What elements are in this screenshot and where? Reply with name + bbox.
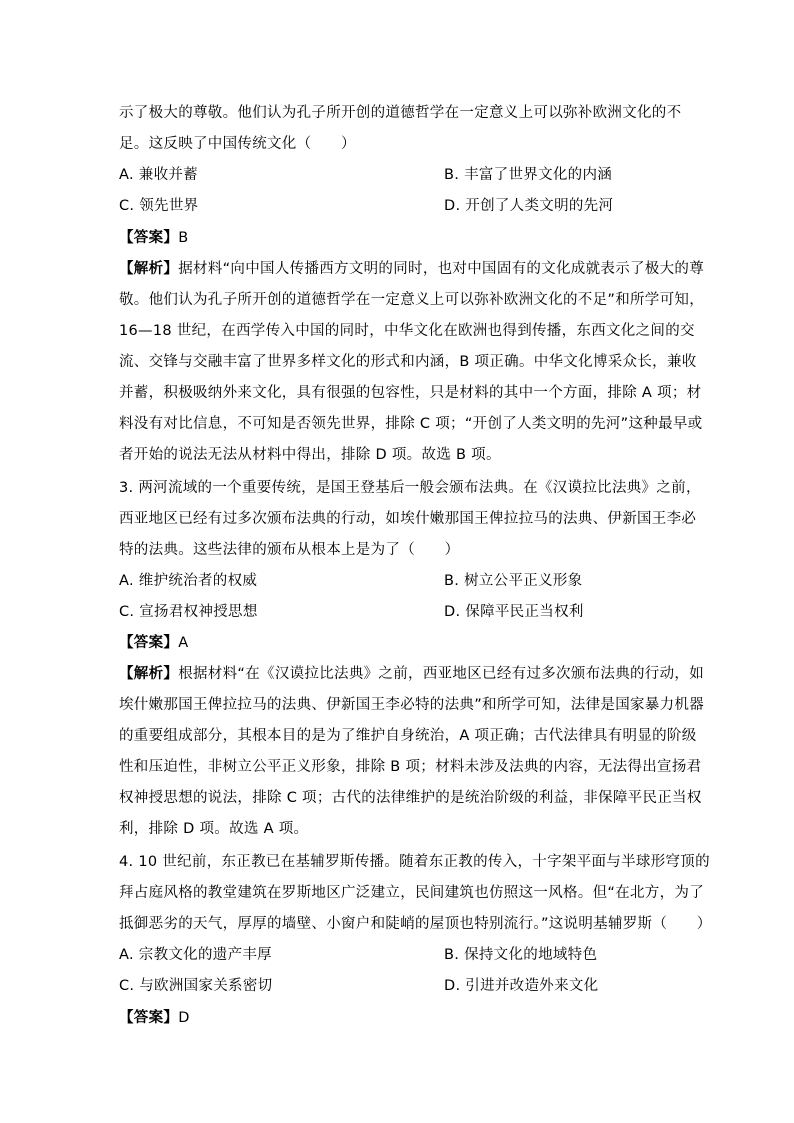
q2-analysis-line-3: 16—18 世纪，在西学传入中国的同时，中华文化在欧洲也得到传播，东西文化之间的交 [119, 323, 695, 339]
q2-analysis-line-2: 敬。他们认为孔子所开创的道德哲学在一定意义上可以弥补欧洲文化的不足”和所学可知， [119, 292, 705, 308]
q3-option-c: C. 宣扬君权神授思想 [119, 604, 258, 620]
q4-option-b: B. 保持文化的地域特色 [444, 947, 598, 963]
q3-analysis-line-4: 性和压迫性，非树立公平正义形象，排除 B 项；材料未涉及法典的内容，无法得出宣扬君 [119, 759, 702, 775]
q4-answer [119, 1008, 679, 1028]
q2-analysis-line-4: 流、交锋与交融丰富了世界多样文化的形式和内涵，B 项正确。中华文化博采众长，兼收 [119, 354, 697, 370]
q3-option-b: B. 树立公平正义形象 [444, 573, 583, 589]
q2-analysis-tag: 【解析】 [119, 261, 179, 277]
q4-option-a: A. 宗教文化的遗产丰厚 [119, 947, 272, 963]
q3-answer [119, 633, 679, 653]
q3-stem-line-3: 特的法典。这些法律的颁布从根本上是为了（ ） [119, 542, 460, 558]
q3-analysis-line-2: 埃什嫩那国王俾拉拉马的法典、伊新国王李必特的法典”和所学可知，法律是国家暴力机器 [119, 697, 705, 713]
q2-analysis-text-1: 据材料“向中国人传播西方文明的同时，也对中国固有的文化成就表示了极大的尊 [178, 261, 705, 277]
q4-option-c: C. 与欧洲国家关系密切 [119, 978, 273, 994]
q2-answer [119, 228, 679, 248]
q2-analysis-line-5: 并蓄，积极吸纳外来文化，具有很强的包容性，只是材料的其中一个方面，排除 A 项；材 [119, 385, 702, 401]
q3-option-a: A. 维护统治者的权威 [119, 573, 258, 589]
q3-analysis-line-6: 利，排除 D 项。故选 A 项。 [119, 821, 309, 837]
q4-answer-value: D [178, 1010, 190, 1026]
q4-stem-line-1: 4. 10 世纪前，东正教已在基辅罗斯传播。随着东正教的传入，十字架平面与半球形穹顶的 [119, 854, 710, 870]
q2-option-a: A. 兼收并蓄 [119, 167, 198, 183]
q2-analysis-line-7: 者开始的说法无法从材料中得出，排除 D 项。故选 B 项。 [119, 447, 501, 463]
q3-analysis-line-3: 的重要组成部分，其根本目的是为了维护自身统治，A 项正确；古代法律具有明显的阶级 [119, 728, 697, 744]
q3-analysis-line-5: 权神授思想的说法，排除 C 项；古代的法律维护的是统治阶级的利益，非保障平民正当权 [119, 790, 702, 806]
q4-answer-tag: 【答案】 [119, 1010, 179, 1026]
q2-answer-tag: 【答案】 [119, 230, 179, 246]
q3-stem-line-1: 3. 两河流域的一个重要传统，是国王登基后一般会颁布法典。在《汉谟拉比法典》之前， [119, 480, 701, 496]
q3-analysis-text-1: 根据材料“在《汉谟拉比法典》之前，西亚地区已经有过多次颁布法典的行动，如 [178, 666, 705, 682]
q2-option-d: D. 开创了人类文明的先河 [444, 198, 614, 214]
q3-answer-value: A [178, 635, 189, 651]
q4-option-d: D. 引进并改造外来文化 [444, 978, 599, 994]
q2-answer-value: B [178, 230, 189, 246]
q3-analysis-tag: 【解析】 [119, 666, 179, 682]
q3-answer-tag: 【答案】 [119, 635, 179, 651]
q2-option-b: B. 丰富了世界文化的内涵 [444, 167, 613, 183]
q2-analysis-line-1 [119, 259, 705, 279]
q2-stem-line-2: 足。这反映了中国传统文化（ ） [119, 136, 356, 152]
q2-option-c: C. 领先世界 [119, 198, 199, 214]
q4-stem-line-2: 拜占庭风格的教堂建筑在罗斯地区广泛建立，民间建筑也仿照这一风格。但“在北方，为了 [119, 885, 705, 901]
q2-analysis-line-6: 料没有对比信息，不可知是否领先世界，排除 C 项；“开创了人类文明的先河”这种最早或 [119, 416, 703, 432]
q3-option-d: D. 保障平民正当权利 [444, 604, 584, 620]
q3-stem-line-2: 西亚地区已经有过多次颁布法典的行动，如埃什嫩那国王俾拉拉马的法典、伊新国王李必 [119, 511, 697, 527]
q3-analysis-line-1 [119, 664, 705, 684]
q2-stem-line-1: 示了极大的尊敬。他们认为孔子所开创的道德哲学在一定意义上可以弥补欧洲文化的不 [119, 105, 682, 121]
q4-stem-line-3: 抵御恶劣的天气，厚厚的墙壁、小窗户和陡峭的屋顶也特别流行。”这说明基辅罗斯（ ） [119, 916, 712, 932]
